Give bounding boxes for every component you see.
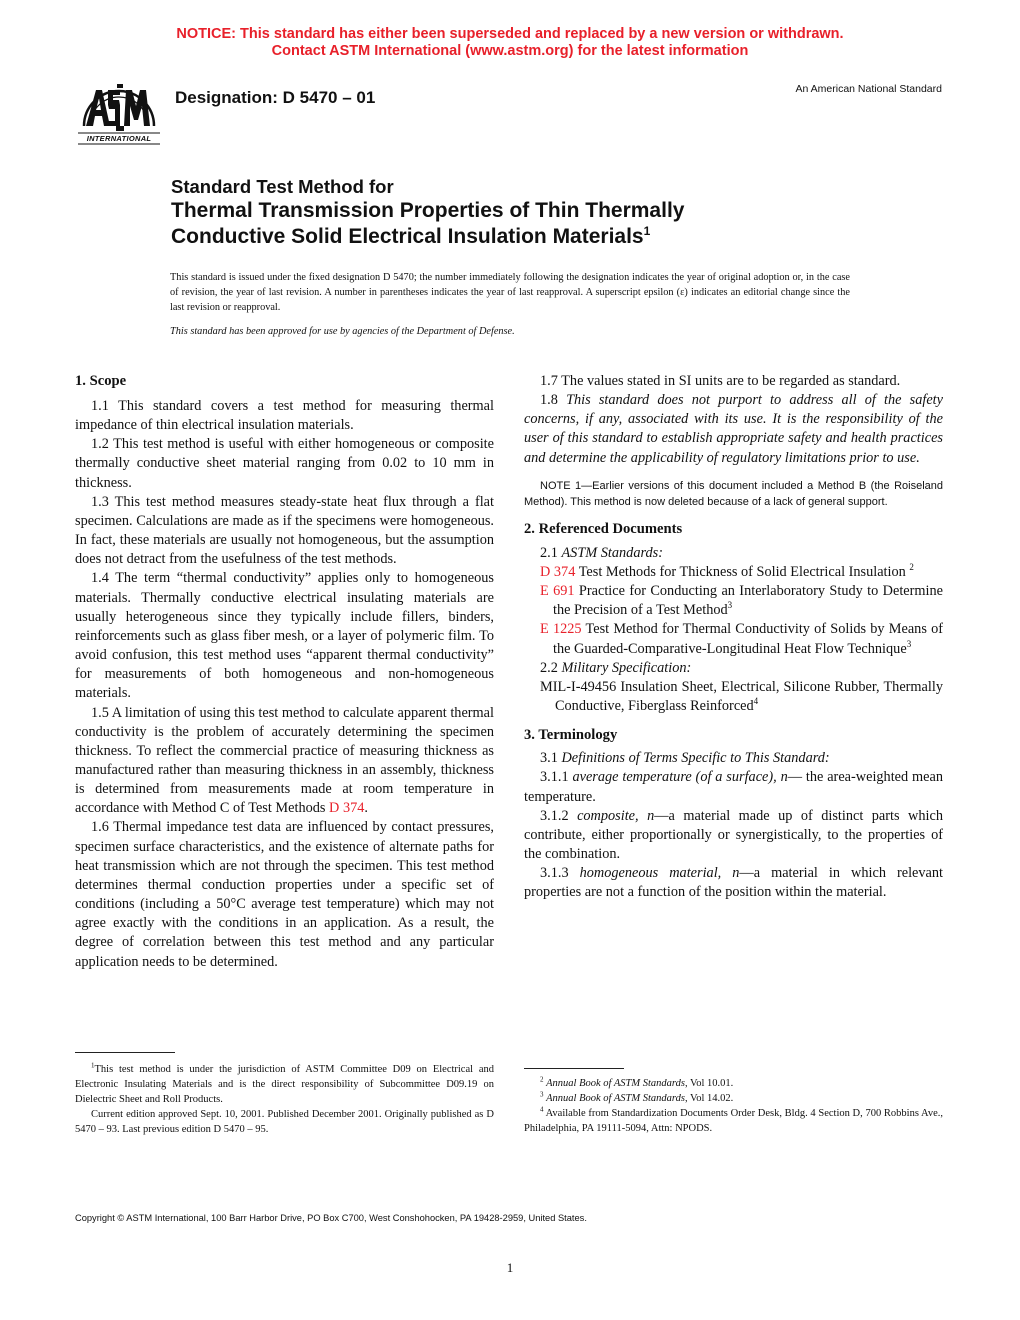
ref-e1225-title: Test Method for Thermal Conductivity of Solids by Means of the Guarded-Comparative-Longitudinal Heat Flow Technique xyxy=(553,621,944,657)
footnote-1-text: This test method is under the jurisdiction of ASTM Committee D09 on Electrical and Electronic Insulating Materials and is the direct responsibility of Subcommittee D09.19 on Dielectric Sheet and Roll Products. xyxy=(75,1064,494,1105)
para-3-1-2-def: —a material made up of distinct parts which contribute, either proportionally or synergistically, to the properties of the combination. xyxy=(524,807,943,862)
footnotes-left xyxy=(75,1062,494,1137)
para-3-1-num: 3.1 xyxy=(540,750,558,767)
footnote-4-text: Available from Standardization Documents Order Desk, Bldg. 4 Section D, 700 Robbins Ave., Philadelphia, PA 19111-5094, Attn: NPODS. xyxy=(524,1108,944,1134)
notice-banner xyxy=(0,26,1020,60)
para-3-1-3-def: —a material in which relevant properties are not a function of the position within the material. xyxy=(524,865,944,901)
para-3-1-3-num: 3.1.3 xyxy=(540,865,569,882)
para-1-8-text: This standard does not purport to address all of the safety concerns, if any, associated with its use. It is the responsibility of the user of this standard to establish appropriate safety and health practices and determine the applicability of regulatory limitations prior to use. xyxy=(524,392,943,466)
footnote-divider-left xyxy=(75,1052,175,1053)
ref-d374-link[interactable]: D 374 xyxy=(540,563,576,580)
para-1-5 xyxy=(75,704,494,819)
american-national-standard: An American National Standard xyxy=(795,83,942,95)
para-3-1-1-def: — the area-weighted mean temperature. xyxy=(524,769,943,805)
ref-e691 xyxy=(524,582,943,620)
para-1-7: 1.7 The values stated in SI units are to be regarded as standard. xyxy=(540,373,901,389)
para-1-3: 1.3 This test method measures steady-state heat flux through a flat specimen. Calculations are made as if the specimens were homogeneous. In fact, these materials are usually not homogeneous, but the assumption does not detract from the usefulness of the test methods. xyxy=(75,493,494,568)
astm-logo xyxy=(76,76,162,152)
ref-e691-fn: 3 xyxy=(727,600,733,611)
footnote-4-mark: 4 xyxy=(540,1105,544,1114)
note-1: NOTE 1—Earlier versions of this document included a Method B (the Roiseland Method). This method is now deleted because of a lack of general support. xyxy=(524,479,943,508)
link-d374[interactable]: D 374 xyxy=(329,800,365,817)
para-1-4: 1.4 The term “thermal conductivity” applies only to homogeneous materials. Thermally conductive electrical insulating materials are usually heterogeneous since they typically include fillers, binders, reinforcements such as glass fiber mesh, or a layer of polymeric film. To avoid confusion, this test method uses “apparent thermal conductivity” for measurements of both homogeneous and non-homogeneous materials. xyxy=(75,570,494,702)
notice-line-2: Contact ASTM International (www.astm.org) for the latest information xyxy=(271,43,749,59)
title-line-3 xyxy=(171,224,871,250)
ref-d374 xyxy=(524,563,943,582)
section-heading-referenced-documents: 2. Referenced Documents xyxy=(524,520,683,537)
ref-mil xyxy=(524,678,943,716)
ref-mil-fn: 4 xyxy=(753,696,759,707)
para-2-1-text: ASTM Standards: xyxy=(561,544,663,561)
para-3-1-3 xyxy=(524,864,943,902)
page-number: 1 xyxy=(506,1260,514,1275)
footnote-1 xyxy=(75,1062,494,1107)
ref-mil-text: MIL-I-49456 Insulation Sheet, Electrical, Silicone Rubber, Thermally Conductive, Fiberglass Reinforced xyxy=(540,678,943,715)
footnote-2-mark: 2 xyxy=(540,1075,544,1084)
title-footnote-mark: 1 xyxy=(643,224,651,238)
para-1-5-text: 1.5 A limitation of using this test method to calculate apparent thermal conductivity is the problem of accurately determining the specimen thickness. To reflect the commercial practice of measuring thickness as manufactured rather than measuring thickness in an assembly, thickness is determined from measurements made at room temperature in accordance with Method C of Test Methods xyxy=(75,704,494,817)
para-2-2-text: Military Specification: xyxy=(561,659,692,676)
title-line-3-text: Conductive Solid Electrical Insulation Materials xyxy=(171,225,644,248)
ref-e1225 xyxy=(524,620,943,658)
para-2-2-num: 2.2 xyxy=(540,659,558,676)
footnote-divider-right xyxy=(524,1068,624,1069)
ref-e691-title: Practice for Conducting an Interlaboratory Study to Determine the Precision of a Test Method xyxy=(553,583,943,619)
para-1-8-num: 1.8 xyxy=(540,392,558,409)
para-3-1-1-num: 3.1.1 xyxy=(540,769,569,786)
copyright: Copyright © ASTM International, 100 Barr Harbor Drive, PO Box C700, West Conshohocken, PA 19428-2959, United States. xyxy=(75,1213,587,1223)
para-1-2: 1.2 This test method is useful with either homogeneous or composite thermally conductive sheet material ranging from 0.02 to 10 mm in thickness. xyxy=(75,436,494,491)
footnote-2-vol: , Vol 10.01. xyxy=(684,1078,734,1089)
ref-d374-title: Test Methods for Thickness of Solid Electrical Insulation xyxy=(578,563,906,580)
logo-text: INTERNATIONAL xyxy=(86,134,152,143)
designation: Designation: D 5470 – 01 xyxy=(175,88,376,107)
footnote-3 xyxy=(524,1091,943,1106)
para-1-1: 1.1 This standard covers a test method for measuring thermal impedance of thin electrical insulation materials. xyxy=(75,398,494,434)
para-2-1 xyxy=(524,544,943,563)
title-line-1: Standard Test Method for xyxy=(171,176,394,197)
left-column xyxy=(75,372,494,972)
footnote-1-mark: 1 xyxy=(91,1061,95,1070)
para-1-5-end: . xyxy=(364,800,368,817)
para-3-1-1 xyxy=(524,768,943,806)
issued-statement: This standard is issued under the fixed designation D 5470; the number immediately following the designation indicates the year of original adoption or, in the case of revision, the year of last revision. A number in parentheses indicates the year of last reapproval. A superscript epsilon (ε) indicates an editorial change since the last revision or reapproval. xyxy=(170,272,850,314)
ref-e1225-fn: 3 xyxy=(906,638,912,649)
para-1-6: 1.6 Thermal impedance test data are influenced by contact pressures, specimen surface characteristics, and the existence of alternate paths for heat transmission which are not through the specimen. This test method determines thermal conduction properties under a specific set of conditions (including a 50°C average test temperature) which may not agree exactly with the conditions in an application. As a result, the degree of correlation between this test method and any particular application needs to be determined. xyxy=(75,819,494,970)
section-heading-scope: 1. Scope xyxy=(75,373,127,389)
right-column xyxy=(524,372,943,902)
para-3-1-2-term: composite, n xyxy=(577,807,655,824)
ref-e691-link[interactable]: E 691 xyxy=(540,583,575,600)
para-1-8 xyxy=(524,391,943,468)
ref-d374-fn: 2 xyxy=(909,562,914,573)
footnote-2-title: Annual Book of ASTM Standards xyxy=(546,1078,685,1089)
footnote-1b: Current edition approved Sept. 10, 2001. Published December 2001. Originally published as D 5470 – 93. Last previous edition D 5470 – 95. xyxy=(75,1109,494,1135)
footnote-2 xyxy=(524,1076,943,1091)
document-title xyxy=(171,176,871,250)
footnotes-right xyxy=(524,1076,943,1136)
para-3-1-text: Definitions of Terms Specific to This Standard: xyxy=(561,750,830,767)
title-line-2: Thermal Transmission Properties of Thin Thermally xyxy=(171,199,685,222)
para-2-1-num: 2.1 xyxy=(540,544,558,561)
footnote-3-title: Annual Book of ASTM Standards xyxy=(546,1093,685,1104)
para-2-2 xyxy=(524,659,943,678)
ref-e1225-link[interactable]: E 1225 xyxy=(540,621,582,638)
dod-approval: This standard has been approved for use by agencies of the Department of Defense. xyxy=(170,326,515,337)
para-3-1 xyxy=(524,749,943,768)
footnote-4 xyxy=(524,1106,943,1136)
footnote-3-vol: , Vol 14.02. xyxy=(684,1093,734,1104)
para-3-1-1-term: average temperature (of a surface), n xyxy=(572,769,788,786)
section-heading-terminology: 3. Terminology xyxy=(524,727,618,744)
para-3-1-2-num: 3.1.2 xyxy=(540,807,569,824)
para-3-1-2 xyxy=(524,807,943,864)
notice-line-1: NOTICE: This standard has either been superseded and replaced by a new version or withdrawn. xyxy=(176,26,844,42)
para-3-1-3-term: homogeneous material, n xyxy=(579,865,740,882)
footnote-3-mark: 3 xyxy=(540,1090,544,1099)
